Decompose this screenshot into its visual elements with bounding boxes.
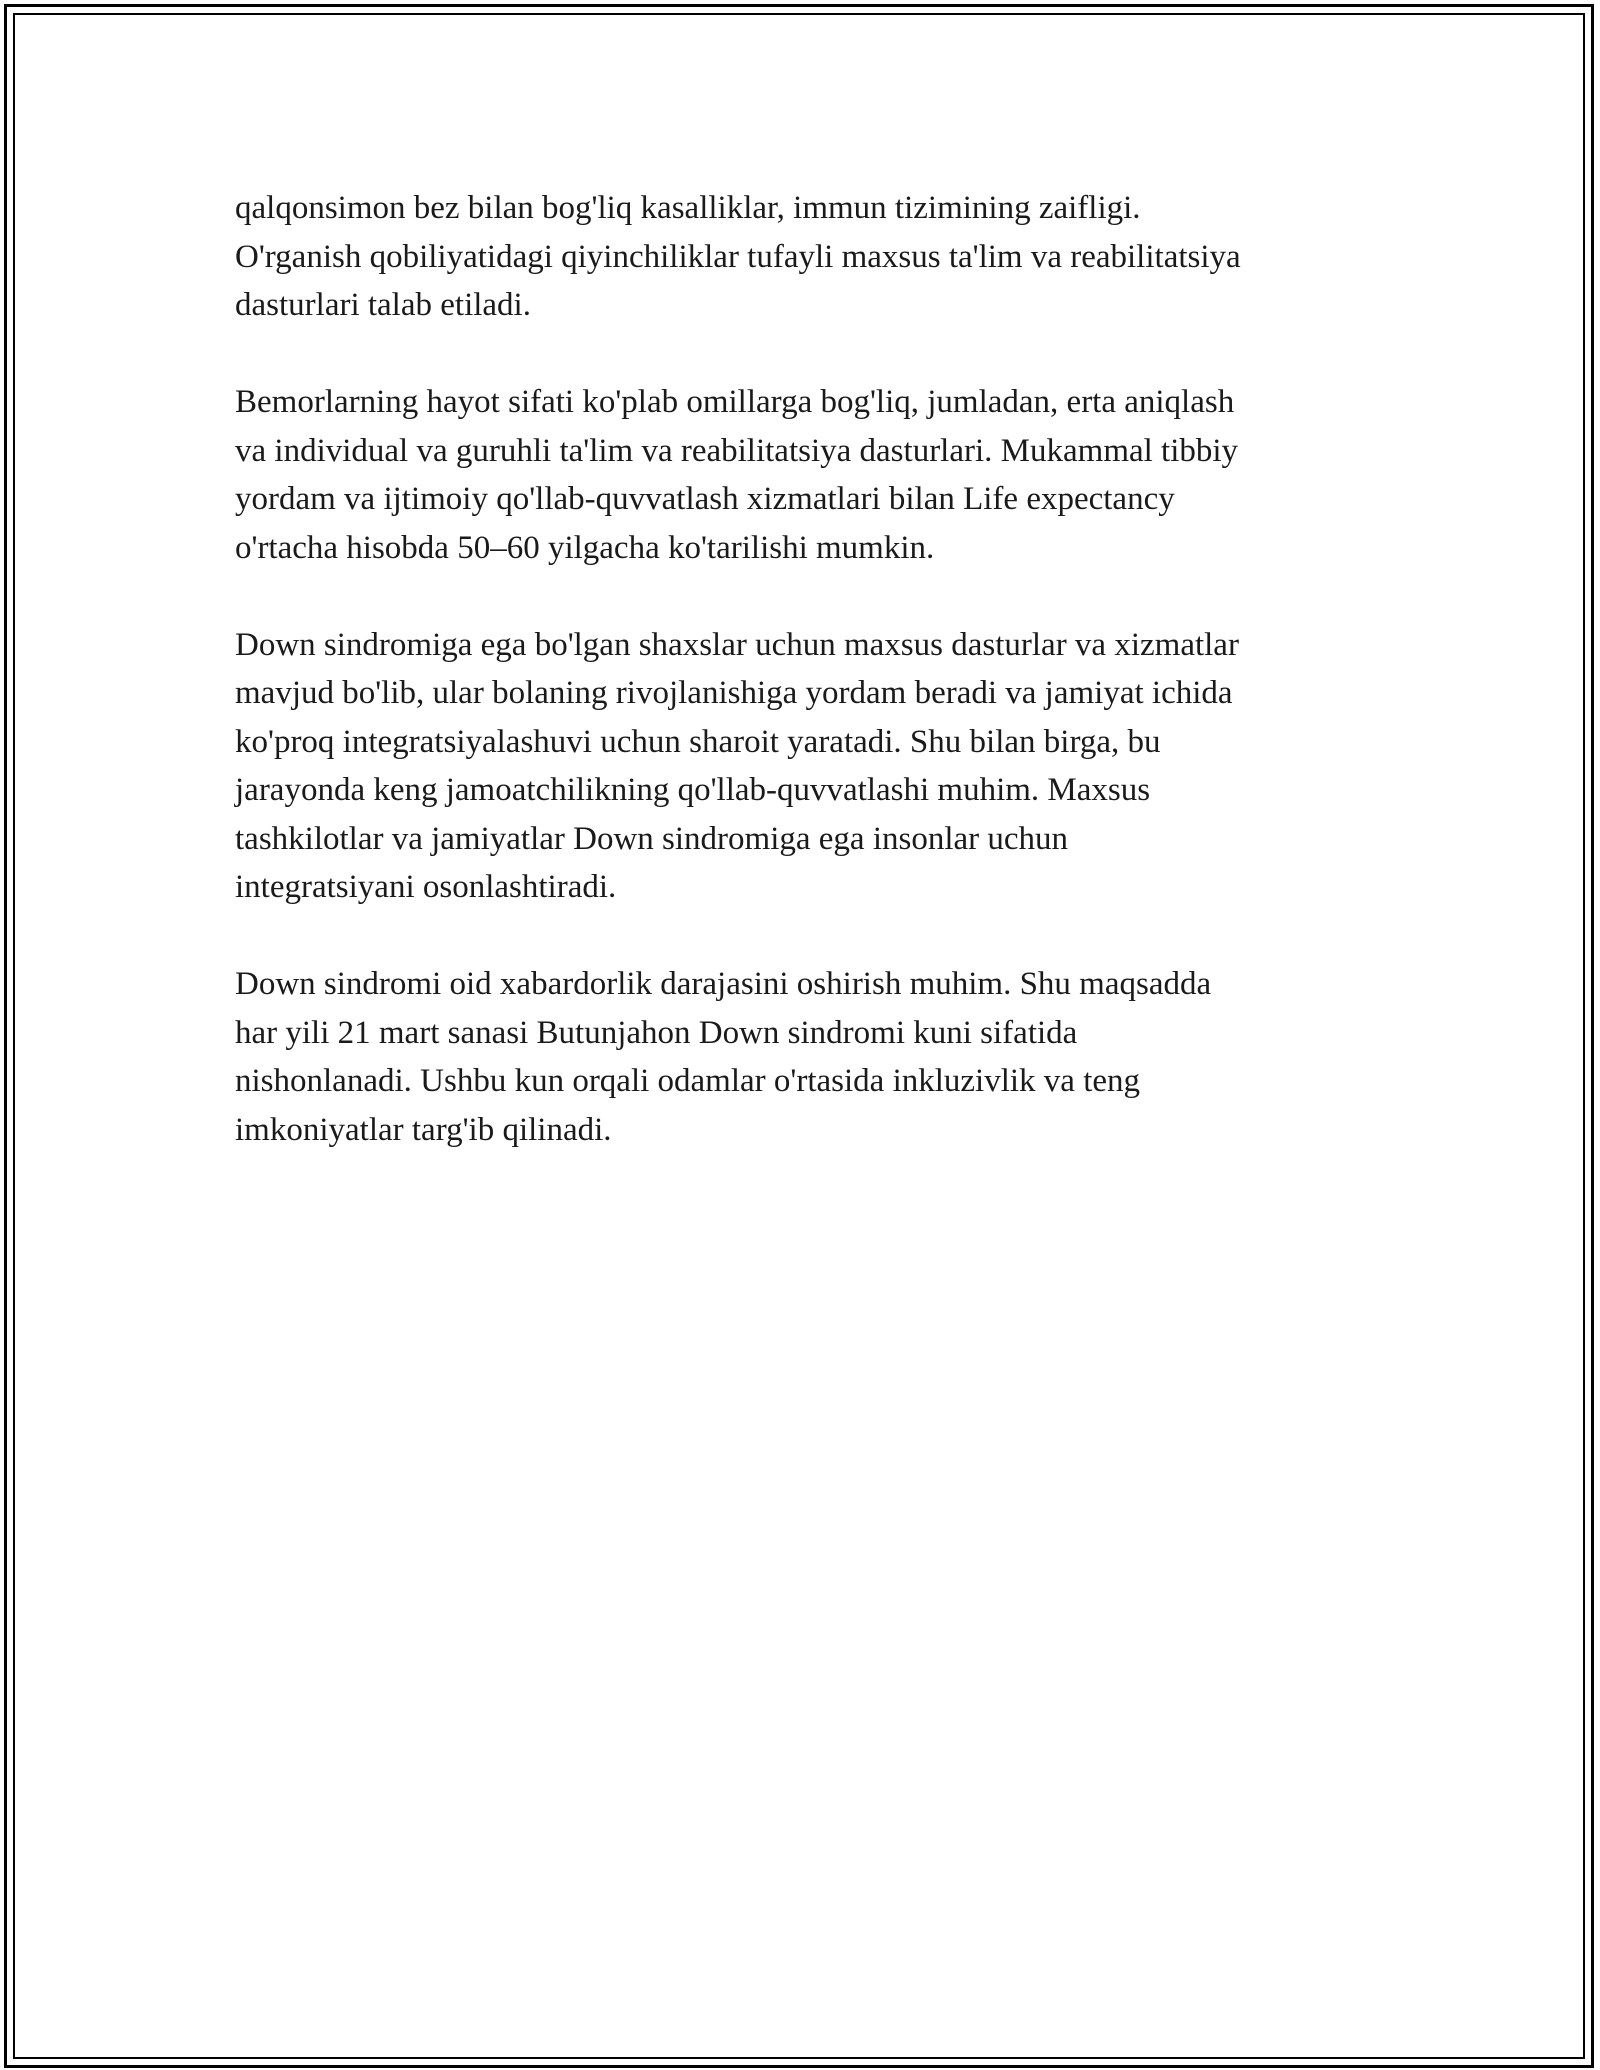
text-line: nishonlanadi. Ushbu kun orqali odamlar o'rtasida inkluzivlik va teng bbox=[235, 1063, 1141, 1099]
text-line: yordam va ijtimoiy qo'llab-quvvatlash xizmatlari bilan Life expectancy bbox=[235, 481, 1175, 517]
paragraph-2 bbox=[235, 378, 1375, 572]
text-line: tashkilotlar va jamiyatlar Down sindromiga ega insonlar uchun bbox=[235, 820, 1069, 857]
text-line: mavjud bo'lib, ular bolaning rivojlanishiga yordam beradi va jamiyat ichida bbox=[235, 675, 1233, 711]
text-line: Bemorlarning hayot sifati ko'plab omillarga bog'liq, jumladan, erta aniqlash bbox=[235, 384, 1235, 420]
text-line: imkoniyatlar targ'ib qilinadi. bbox=[235, 1111, 612, 1148]
text-line: O'rganish qobiliyatidagi qiyinchiliklar tufayli maxsus ta'lim va reabilitatsiya bbox=[235, 238, 1241, 275]
text-line: integratsiyani osonlashtiradi. bbox=[235, 869, 617, 905]
paragraph-3 bbox=[235, 621, 1375, 912]
text-line: har yili 21 mart sanasi Butunjahon Down sindromi kuni sifatida bbox=[235, 1014, 1078, 1051]
text-line: ko'proq integratsiyalashuvi uchun sharoit yaratadi. Shu bilan birga, bu bbox=[235, 723, 1161, 760]
paragraph-4 bbox=[235, 960, 1375, 1154]
text-line: dasturlari talab etiladi. bbox=[235, 287, 531, 323]
text-line: jarayonda keng jamoatchilikning qo'llab-quvvatlashi muhim. Maxsus bbox=[235, 772, 1151, 808]
paragraph-1 bbox=[235, 184, 1375, 330]
document-body bbox=[235, 184, 1375, 1203]
text-line: va individual va guruhli ta'lim va reabilitatsiya dasturlari. Mukammal tibbiy bbox=[235, 432, 1239, 469]
text-line: o'rtacha hisobda 50–60 yilgacha ko'tarilishi mumkin. bbox=[235, 529, 935, 566]
text-line: qalqonsimon bez bilan bog'liq kasalliklar, immun tizimining zaifligi. bbox=[235, 190, 1141, 226]
text-line: Down sindromiga ega bo'lgan shaxslar uchun maxsus dasturlar va xizmatlar bbox=[235, 626, 1239, 663]
text-line: Down sindromi oid xabardorlik darajasini oshirish muhim. Shu maqsadda bbox=[235, 966, 1212, 1002]
